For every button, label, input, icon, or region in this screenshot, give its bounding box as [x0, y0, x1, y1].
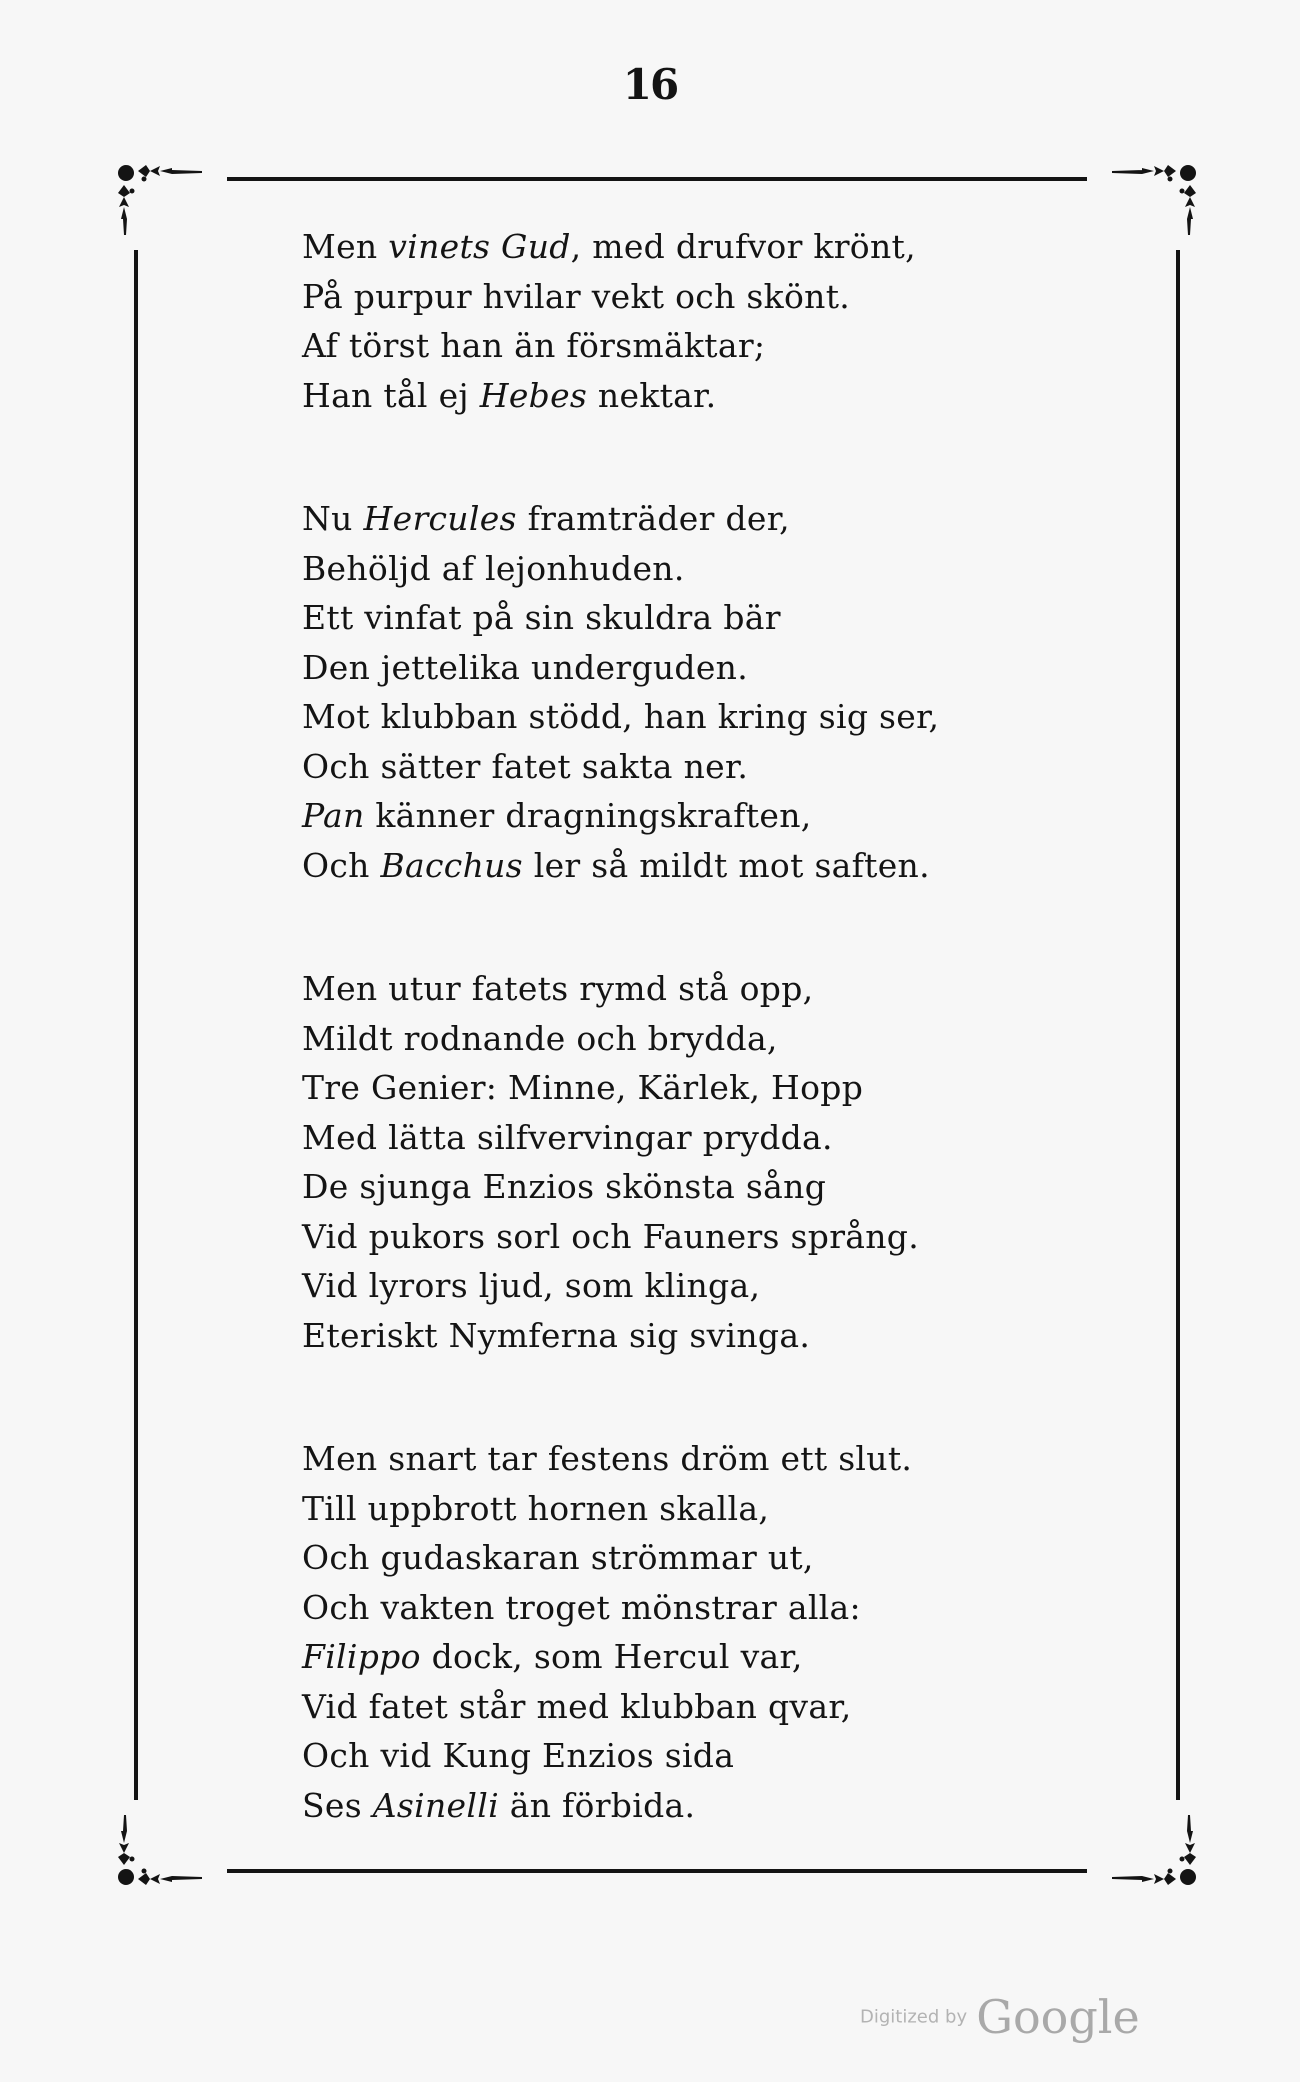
line-text: Med lätta silfvervingar prydda.	[302, 1117, 833, 1157]
poem-line	[302, 643, 1022, 693]
line-text: framträder der,	[516, 499, 790, 538]
poem-line	[302, 1113, 1022, 1163]
line-text: Nu	[302, 499, 364, 538]
poem-line	[302, 692, 1022, 742]
line-text: Och sätter fatet sakta ner.	[302, 746, 749, 786]
poem-line	[302, 544, 1022, 594]
border-rule-right	[1176, 250, 1180, 1800]
poem-line	[302, 742, 1022, 792]
poem-line	[302, 1162, 1022, 1212]
poem-line	[302, 321, 1022, 371]
line-text: Vid pukors sorl och Fauners språng.	[302, 1216, 920, 1256]
poem-line	[302, 1434, 1022, 1484]
line-text: nektar.	[587, 375, 717, 415]
line-text: Men	[302, 227, 389, 266]
line-text: Men snart tar festens dröm ett slut.	[302, 1439, 913, 1478]
poem-line	[302, 964, 1022, 1014]
border-rule-left	[134, 250, 138, 1800]
italic-name: Asinelli	[372, 1785, 499, 1825]
poem-line	[302, 1261, 1022, 1311]
poem-line	[302, 272, 1022, 322]
corner-ornament-top-right	[1105, 161, 1200, 236]
digitized-by-google-watermark	[860, 1990, 1140, 2044]
poem-line	[302, 1632, 1022, 1682]
line-text: Tre Genier: Minne, Kärlek, Hopp	[302, 1068, 864, 1107]
italic-name: Pan	[302, 796, 365, 835]
border-rule-top	[227, 177, 1087, 181]
line-text: än förbida.	[498, 1785, 696, 1825]
italic-name: Bacchus	[380, 845, 523, 885]
line-text: Han tål ej	[302, 375, 480, 415]
line-text: Behöljd af lejonhuden.	[302, 548, 685, 588]
line-text: Till uppbrott hornen skalla,	[302, 1488, 770, 1528]
poem-line	[302, 1484, 1022, 1534]
poem-line	[302, 791, 1022, 841]
line-text: Och vakten troget mönstrar alla:	[302, 1587, 861, 1627]
line-text: Ses	[302, 1785, 373, 1825]
line-text: dock, som Hercul var,	[420, 1637, 803, 1676]
poem-line	[302, 1212, 1022, 1262]
poem-line	[302, 1731, 1022, 1781]
poem-line	[302, 1682, 1022, 1732]
poem-line	[302, 1533, 1022, 1583]
italic-name: Hebes	[479, 375, 588, 415]
italic-name: Filippo	[302, 1637, 421, 1676]
line-text: Och gudaskaran strömmar ut,	[302, 1538, 814, 1577]
stanza	[302, 494, 1022, 890]
line-text: Mildt rodnande och brydda,	[302, 1018, 778, 1058]
italic-name: Hercules	[363, 499, 517, 538]
italic-name: vinets Gud	[388, 227, 571, 266]
poem-text	[302, 222, 1022, 1904]
line-text: Af törst han än försmäktar;	[302, 326, 766, 365]
line-text: Den jettelika underguden.	[302, 647, 749, 687]
corner-ornament-bottom-right	[1105, 1814, 1200, 1889]
corner-ornament-bottom-left	[114, 1814, 209, 1889]
poem-line	[302, 841, 1022, 891]
line-text: Men utur fatets rymd stå opp,	[302, 969, 814, 1008]
poem-line	[302, 1311, 1022, 1361]
line-text: känner dragningskraften,	[364, 796, 812, 835]
line-text: Eteriskt Nymferna sig svinga.	[302, 1315, 811, 1355]
stanza	[302, 1434, 1022, 1830]
poem-line	[302, 1063, 1022, 1113]
line-text: De sjunga Enzios skönsta sång	[302, 1167, 827, 1206]
line-text: , med drufvor krönt,	[570, 227, 916, 266]
poem-line	[302, 593, 1022, 643]
stanza	[302, 964, 1022, 1360]
poem-line	[302, 1014, 1022, 1064]
poem-line	[302, 371, 1022, 421]
poem-line	[302, 222, 1022, 272]
stanza	[302, 222, 1022, 420]
poem-line	[302, 1583, 1022, 1633]
poem-line	[302, 1781, 1022, 1831]
watermark-brand: Google	[976, 1990, 1140, 2044]
watermark-prefix: Digitized by	[860, 2006, 968, 2028]
line-text: ler så mildt mot saften.	[522, 845, 930, 885]
line-text: På purpur hvilar vekt och skönt.	[302, 276, 851, 316]
line-text: Och vid Kung Enzios sida	[302, 1736, 735, 1775]
line-text: Vid fatet står med klubban qvar,	[302, 1686, 852, 1726]
poem-line	[302, 494, 1022, 544]
line-text: Mot klubban stödd, han kring sig ser,	[302, 697, 940, 736]
line-text: Och	[302, 845, 381, 885]
page-number: 16	[622, 60, 678, 109]
line-text: Ett vinfat på sin skuldra bär	[302, 598, 781, 637]
corner-ornament-top-left	[114, 161, 209, 236]
line-text: Vid lyrors ljud, som klinga,	[302, 1266, 761, 1305]
